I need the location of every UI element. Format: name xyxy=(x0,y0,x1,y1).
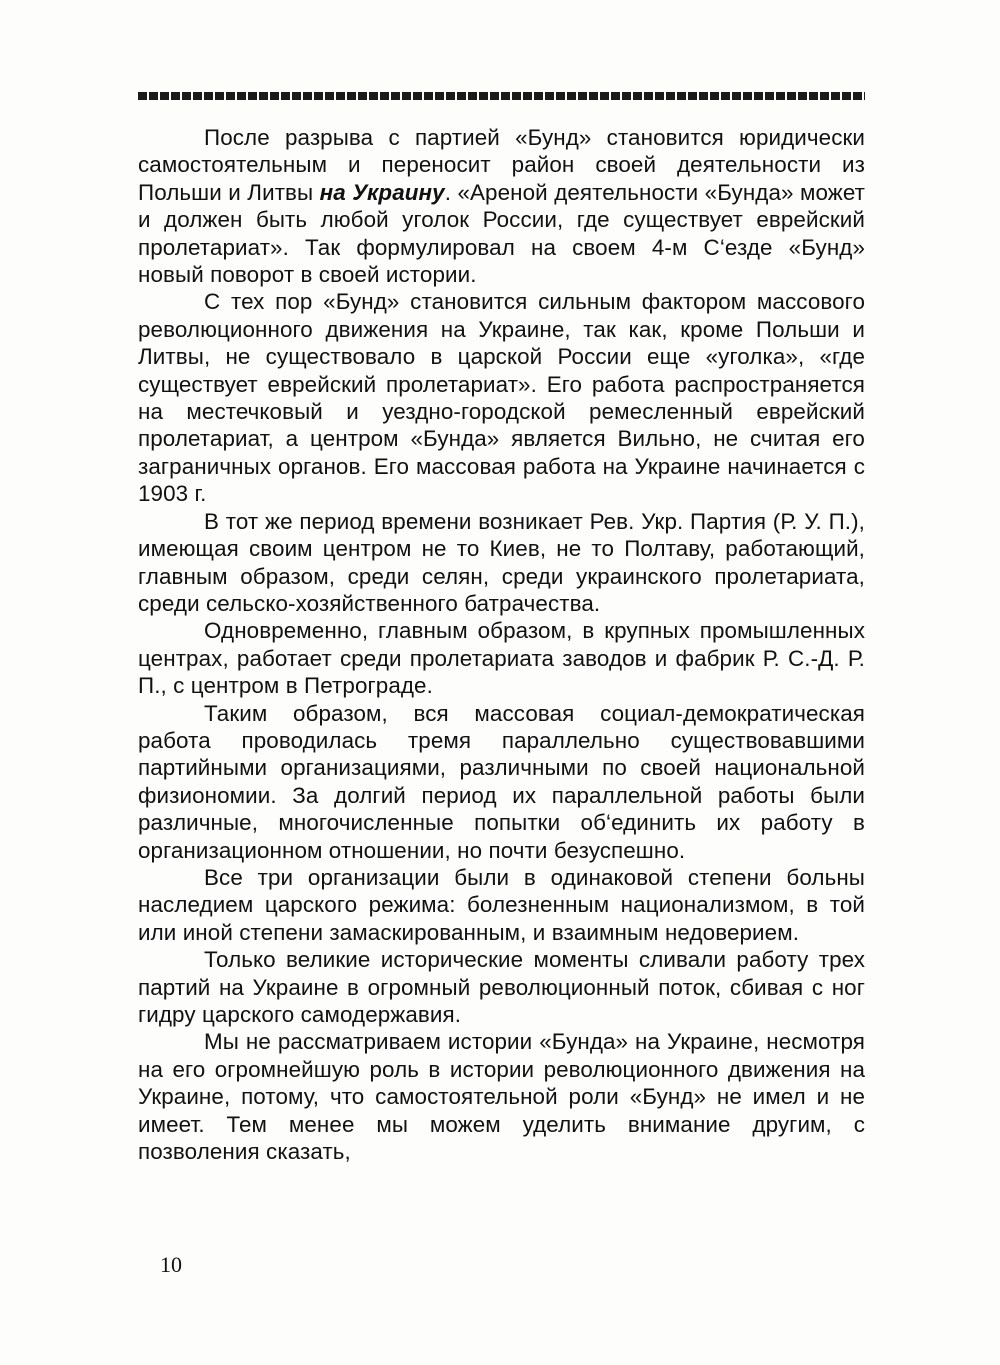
body-text xyxy=(138,124,865,1165)
paragraph-1 xyxy=(138,124,865,288)
paragraph-5: Таким образом, вся массовая социал-демократическая работа проводилась тремя параллельно существовавшими партийными организациями, различными по своей национальной физиономии. За долгий период их параллельной работы были различные, многочисленные попытки об‘единить их работу в организационном отношении, но почти безуспешно. xyxy=(138,700,865,863)
paragraph-4: Одновременно, главным образом, в крупных промышленных центрах, работает среди пролетариата заводов и фабрик Р. С.-Д. Р. П., с центром в Петрограде. xyxy=(138,618,865,699)
emphasis-ukraine: на Украину xyxy=(319,179,445,205)
paragraph-2: С тех пор «Бунд» становится сильным фактором массового революционного движения на Украине, так как, кроме Польши и Литвы, не существовало в царской России еще «уголка», «где существует еврейский пролетариат». Его работа распространяется на местечковый и уездно-городской ремесленный еврейский пролетариат, а центром «Бунда» является Вильно, не считая его заграничных органов. Его массовая работа на Украине начинается с 1903 г. xyxy=(138,289,865,507)
page-number: 10 xyxy=(160,1252,182,1277)
decorative-top-rule xyxy=(138,92,865,100)
paragraph-8: Мы не рассматриваем истории «Бунда» на Украине, несмотря на его огромнейшую роль в истории революционного движения на Украине, потому, что самостоятельной роли «Бунд» не имел и не имеет. Тем менее мы можем уделить внимание другим, с позволения сказать, xyxy=(138,1029,865,1165)
paragraph-3: В тот же период времени возникает Рев. Укр. Партия (Р. У. П.), имеющая своим центром не то Киев, не то Полтаву, работающий, главным образом, среди селян, среди украинского пролетариата, среди сельско-хозяйственного батрачества. xyxy=(138,508,865,616)
paragraph-1-end: . «Ареной деятельности «Бунда» может и должен быть любой уголок России, где существует еврейский пролетариат». Так формулировал на своем 4-м С‘езде «Бунд» новый поворот в своей истории. xyxy=(138,179,866,288)
paragraph-6: Все три организации были в одинаковой степени больны наследием царского режима: болезненным национализмом, в той или иной степени замаскированным, и взаимным недоверием. xyxy=(138,864,865,945)
paragraph-1-start: После разрыва с партией «Бунд» становится юридически самостоятельным и переносит район своей деятельности из Польши и Литвы xyxy=(138,125,865,205)
paragraph-7: Только великие исторические моменты сливали работу трех партий на Украине в огромный революционный поток, сбивая с ног гидру царского самодержавия. xyxy=(138,947,865,1027)
